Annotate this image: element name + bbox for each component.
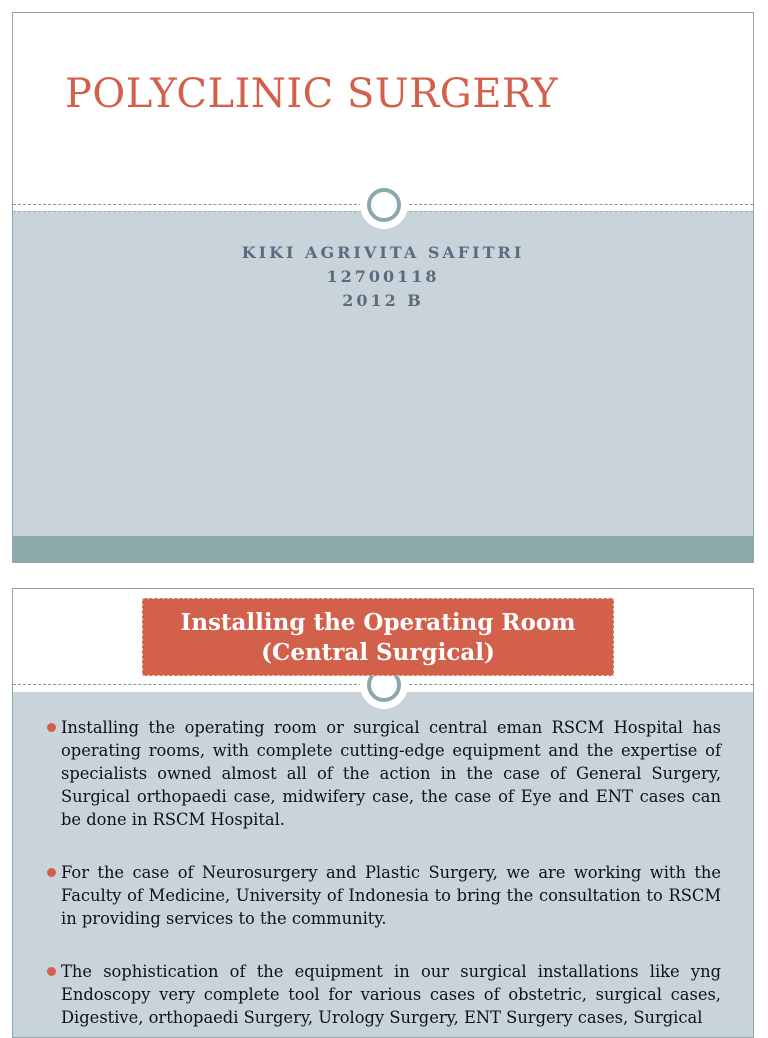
class-year: 2012 B	[342, 291, 424, 310]
slide-title: POLYCLINIC SURGERY	[65, 71, 559, 117]
bullet-item	[43, 716, 721, 831]
bullet-text: For the case of Neurosurgery and Plastic Surgery, we are working with the Faculty of Medicine, University of Indonesia to bring the consultation to RSCM in providing services to the community.	[61, 863, 721, 928]
heading-line-1: Installing the Operating Room	[180, 609, 576, 636]
bullet-dot-icon	[47, 868, 56, 877]
bullet-dot-icon	[47, 723, 56, 732]
title-slide	[12, 12, 754, 563]
bottom-bar	[13, 536, 753, 562]
heading-line-2: (Central Surgical)	[261, 639, 495, 666]
bullet-item	[43, 861, 721, 930]
student-id: 12700118	[326, 267, 440, 286]
author-name: KIKI AGRIVITA SAFITRI	[241, 243, 525, 262]
circle-ornament-icon	[367, 188, 401, 222]
bullet-dot-icon	[47, 967, 56, 976]
bullet-item	[43, 960, 721, 1029]
bullet-text: The sophistication of the equipment in our surgical installations like yng Endoscopy very complete tool for various cases of obstetric, surgical cases, Digestive, orthopaedi Surgery, Urology Surgery, ENT Surgery cases, Surgical	[61, 962, 721, 1027]
bullet-list	[43, 716, 721, 1038]
slide-heading	[142, 598, 614, 676]
content-slide	[12, 588, 754, 1038]
bullet-text: Installing the operating room or surgical central eman RSCM Hospital has operating rooms, with complete cutting-edge equipment and the expertise of specialists owned almost all of the action in the case of General Surgery, Surgical orthopaedi case, midwifery case, the case of Eye and ENT cases can be done in RSCM Hospital.	[61, 718, 721, 829]
author-info	[13, 241, 753, 313]
